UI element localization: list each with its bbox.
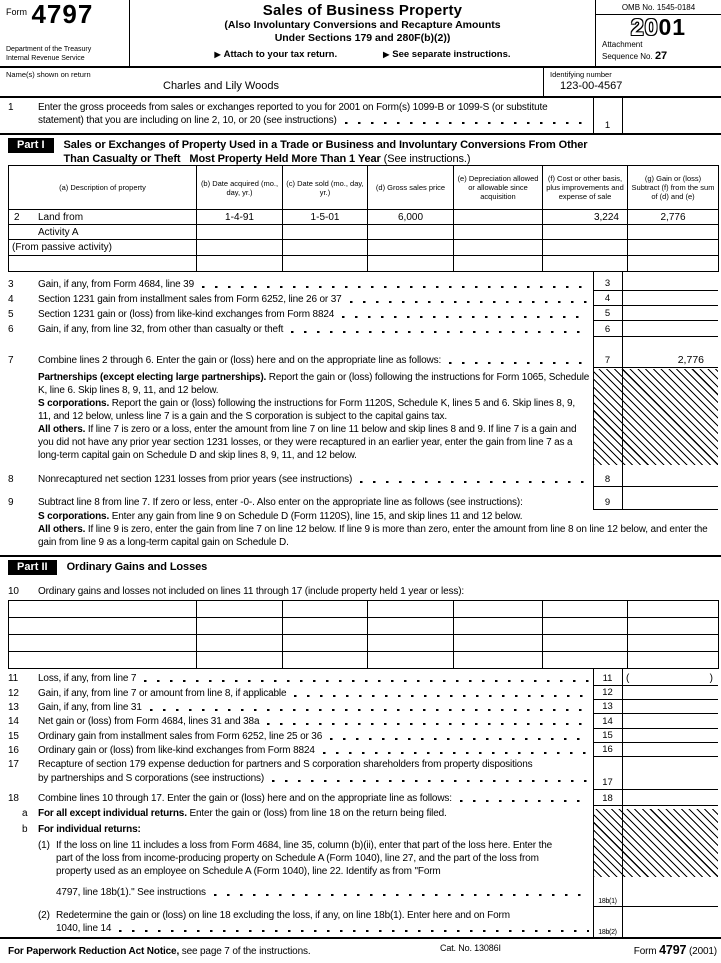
col-e-header: (e) Depreciation allowed or allowable since acquisition (454, 166, 543, 210)
empty-cell[interactable] (283, 618, 368, 635)
line-18b: b For individual returns: (22, 824, 141, 835)
empty-cell[interactable] (543, 601, 628, 618)
part1-header (0, 133, 721, 165)
line-12-amount[interactable] (622, 698, 718, 699)
empty-cell[interactable] (368, 652, 454, 669)
line-1-amount[interactable] (622, 131, 718, 132)
line-15-amount[interactable] (622, 741, 718, 742)
line-13-amount[interactable] (622, 712, 718, 713)
dot-leader (294, 695, 589, 697)
taxpayer-row (0, 68, 721, 98)
line-18b1-box: 18b(1) (593, 888, 718, 907)
gross-sales-cell[interactable]: 6,000 (368, 210, 454, 225)
table-row (9, 635, 719, 652)
table-row (9, 256, 719, 272)
depreciation-cell[interactable] (454, 240, 543, 256)
line-1-row1: 1 Enter the gross proceeds from sales or exchanges reported to you for 2001 on Form(s) 1099-B or 1099-S (or substitute (8, 102, 548, 113)
page-footer (0, 941, 721, 957)
depreciation-cell[interactable] (454, 210, 543, 225)
line-18b1-amount[interactable] (622, 905, 718, 906)
empty-cell[interactable] (283, 652, 368, 669)
depreciation-cell[interactable] (454, 225, 543, 240)
line-11-amount[interactable]: ( ) (626, 673, 713, 684)
empty-cell[interactable] (368, 618, 454, 635)
part2-heading: Ordinary Gains and Losses (66, 561, 208, 573)
line-8: 8 Nonrecaptured net section 1231 losses from prior years (see instructions) (8, 473, 593, 486)
name-value[interactable]: Charles and Lily Woods (163, 80, 279, 92)
date-acquired-cell[interactable] (197, 240, 283, 256)
cost-basis-cell[interactable] (543, 225, 628, 240)
row-number: 2 (14, 211, 20, 223)
gain-loss-cell[interactable]: 2,776 (628, 210, 719, 225)
line-6-box: 6 (593, 321, 718, 337)
line-8-amount[interactable] (622, 485, 718, 486)
table-row (9, 210, 719, 225)
empty-cell[interactable] (454, 601, 543, 618)
hatched-area (593, 369, 718, 465)
empty-cell[interactable] (368, 635, 454, 652)
line-17-row2: by partnerships and S corporations (see instructions) (8, 772, 593, 785)
line-18b2-box: 18b(2) (593, 918, 718, 937)
empty-cell[interactable] (628, 652, 719, 669)
empty-cell[interactable] (283, 635, 368, 652)
date-acquired-cell[interactable]: 1-4-91 (197, 210, 283, 225)
dot-leader (144, 680, 589, 682)
property-table (8, 165, 719, 272)
date-sold-cell[interactable]: 1-5-01 (283, 210, 368, 225)
line-18b2: (2) Redetermine the gain or (loss) on line 18 excluding the loss, if any, on line 18b(1). Enter here and on Form (38, 910, 510, 921)
empty-cell[interactable] (9, 601, 197, 618)
cost-basis-cell[interactable]: 3,224 (543, 210, 628, 225)
line-18: 18 Combine lines 10 through 17. Enter the gain or (loss) here and on the appropriate line as follows: (8, 792, 593, 805)
part1-heading: Sales or Exchanges of Property Used in a Trade or Business and Involuntary Conversions From Other Than Casualty or Theft Most Property Held More Than 1 Year (See instructions.) (63, 139, 588, 166)
col-f-header: (f) Cost or other basis, plus improvements and expense of sale (543, 166, 628, 210)
table-row (9, 618, 719, 635)
line-1-box (593, 100, 718, 132)
line-13-box: 13 (593, 700, 718, 714)
divider (622, 98, 623, 133)
line-18-box: 18 (593, 791, 718, 806)
line-10: 10 Ordinary gains and losses not included on lines 11 through 17 (include property held 1 year or less): (8, 586, 465, 597)
line-18a: a For all except individual returns. Enter the gain or (loss) from line 18 on the return being filed. (22, 808, 447, 819)
empty-cell[interactable] (9, 635, 197, 652)
attach-instructions: ▶ Attach to your tax return. ▶ See separate instructions. (214, 49, 511, 61)
description-cell[interactable]: (From passive activity) (12, 242, 113, 253)
line-15-box: 15 (593, 729, 718, 743)
id-field (543, 68, 721, 96)
part2-header (0, 555, 721, 581)
line-9-box: 9 (593, 495, 718, 510)
col-b-header: (b) Date acquired (mo., day, yr.) (197, 166, 283, 210)
col-a-header: (a) Description of property (9, 166, 197, 210)
date-acquired-cell[interactable] (197, 256, 283, 272)
line-14: 14 Net gain or (loss) from Form 4684, lines 31 and 38a (8, 715, 593, 728)
gain-loss-cell[interactable] (628, 256, 719, 272)
line-18b1-last: 4797, line 18b(1)." See instructions (56, 886, 593, 899)
hatched-area (593, 809, 718, 877)
gross-sales-cell[interactable] (368, 256, 454, 272)
line-7-box: 7 2,776 (593, 353, 718, 368)
footer-form-id: Form 4797 (2001) (633, 943, 717, 957)
line-6: 6 Gain, if any, from line 32, from other than casualty or theft (8, 323, 593, 336)
line-1-box-number: 1 (604, 120, 611, 131)
subtitle: (Also Involuntary Conversions and Recapture Amounts Under Sections 179 and 280F(b)(2)) (224, 19, 501, 44)
title-block (130, 0, 595, 66)
dot-leader (342, 316, 589, 318)
line-17-box: 17 (593, 775, 718, 790)
empty-cell[interactable] (628, 601, 719, 618)
line-18-amount[interactable] (622, 804, 718, 805)
line-3-amount[interactable] (622, 289, 718, 290)
dot-leader (119, 930, 589, 932)
line-5-amount[interactable] (622, 319, 718, 320)
line-18b2-last: 1040, line 14 (56, 922, 593, 935)
line-17-amount[interactable] (622, 788, 718, 789)
line-6-amount[interactable] (622, 335, 718, 336)
form-word: Form (6, 7, 27, 17)
ordinary-gains-table (8, 600, 719, 669)
id-label: Identifying number (550, 70, 612, 79)
dot-leader (150, 709, 589, 711)
line-4: 4 Section 1231 gain from installment sales from Form 6252, line 26 or 37 (8, 293, 593, 306)
name-field (0, 68, 543, 96)
id-value[interactable]: 123-00-4567 (560, 80, 623, 92)
description-cell[interactable]: Land from (38, 211, 84, 223)
line-9-amount[interactable] (622, 508, 718, 509)
line-16: 16 Ordinary gain or (loss) from like-kind exchanges from Form 8824 (8, 744, 593, 757)
line-9: 9 Subtract line 8 from line 7. If zero or less, enter -0-. Also enter on the appropriate line as follows (see instructions): (8, 497, 523, 508)
depreciation-cell[interactable] (454, 256, 543, 272)
tax-year: 2001 (630, 14, 687, 40)
date-sold-cell[interactable] (283, 225, 368, 240)
line-4-box: 4 (593, 291, 718, 306)
dot-leader (449, 362, 589, 364)
arrow-icon: ▶ (383, 50, 390, 60)
col-d-header: (d) Gross sales price (368, 166, 454, 210)
dot-leader (214, 894, 589, 896)
divider (0, 937, 721, 939)
line-7-instructions: Partnerships (except electing large partnerships). Report the gain or (loss) following the instructions for Form 1065, Schedule K, line 6. Skip lines 8, 9, 11, and 12 below. S corporations. Report the gain or (loss) following the instructions for Form 1120S, Schedule K, lines 5 and 6. Skip lines 8, 9, 11, and 12 below, unless line 7 is a gain and the S corporation is subject to the capital gains tax. All others. If line 7 is zero or a loss, enter the amount from line 7 on line 11 below and skip lines 8 and 9. If line 7 is a gain and you did not have any prior year section 1231 losses, or they were recaptured in an earlier year, enter the gain from line 7 as a long-term capital gain on Schedule D and skip lines 8, 9, 11, and 12 below. (38, 372, 590, 461)
empty-cell[interactable] (628, 635, 719, 652)
arrow-icon: ▶ (214, 50, 221, 60)
empty-cell[interactable] (197, 635, 283, 652)
cost-basis-cell[interactable] (543, 240, 628, 256)
dot-leader (350, 301, 589, 303)
divider (593, 98, 594, 133)
line-number: (2) (38, 910, 50, 921)
name-label: Name(s) shown on return (6, 70, 91, 79)
line-16-amount[interactable] (622, 755, 718, 756)
description-cell[interactable]: Activity A (38, 226, 79, 238)
gain-loss-cell[interactable] (628, 240, 719, 256)
omb-number: OMB No. 1545-0184 (596, 0, 721, 15)
gross-sales-cell[interactable] (368, 225, 454, 240)
gain-loss-cell[interactable] (628, 225, 719, 240)
line-3-box: 3 (593, 277, 718, 291)
line-9-instructions: S corporations. Enter any gain from line 9 on Schedule D (Form 1120S), line 15, and skip lines 11 and 12 below. All others. If line 9 is zero, enter the gain from line 7 on line 12 below. If line 9 is more than zero, enter the amount from line 8 on line 12 below, and enter the gain from line 9 as a long-term capital gain on Schedule D. (38, 511, 708, 548)
empty-cell[interactable] (9, 652, 197, 669)
dot-leader (202, 286, 589, 288)
empty-cell[interactable] (454, 635, 543, 652)
line-18b1: (1) If the loss on line 11 includes a loss from Form 4684, line 35, column (b)(ii), enter that part of the loss here. Enter the part of the loss from income-producing property on Schedule A (Form 1040), line 27, and the part of the loss from property used as an employee on Schedule A (Form 1040), line 22. Identify as from "Form (38, 840, 553, 877)
line-7-amount[interactable]: 2,776 (677, 354, 704, 366)
empty-cell[interactable] (543, 635, 628, 652)
date-sold-cell[interactable] (283, 256, 368, 272)
line-16-box: 16 (593, 743, 718, 757)
empty-cell[interactable] (9, 618, 197, 635)
line-17-row1: 17 Recapture of section 179 expense deduction for partners and S corporation shareholders from property dispositions (8, 759, 533, 770)
empty-cell[interactable] (454, 652, 543, 669)
gross-sales-cell[interactable] (368, 240, 454, 256)
line-11: 11 Loss, if any, from line 7 (8, 672, 593, 685)
line-3: 3 Gain, if any, from Form 4684, line 39 (8, 278, 593, 291)
attachment-sequence: Attachment Sequence No. 27 (602, 40, 668, 62)
part1-badge: Part I (8, 138, 54, 153)
line-number: 1 (8, 102, 14, 113)
date-sold-cell[interactable] (283, 240, 368, 256)
line-1-row2: statement) that you are including on line 2, 10, or 20 (see instructions) (8, 114, 593, 127)
dot-leader (345, 122, 589, 124)
date-acquired-cell[interactable] (197, 225, 283, 240)
empty-cell[interactable] (628, 618, 719, 635)
empty-cell[interactable] (197, 652, 283, 669)
omb-block (595, 0, 721, 66)
line-8-box: 8 (593, 472, 718, 487)
dot-leader (323, 752, 589, 754)
line-14-box: 14 (593, 714, 718, 729)
table-row (9, 225, 719, 240)
agency-name: Department of the Treasury Internal Revenue Service (6, 46, 92, 62)
empty-cell[interactable] (543, 618, 628, 635)
empty-cell[interactable] (197, 601, 283, 618)
catalog-number: Cat. No. 13086I (440, 943, 501, 953)
paperwork-notice: For Paperwork Reduction Act Notice, see page 7 of the instructions. (8, 946, 311, 957)
table-header-row (9, 166, 719, 210)
line-number: (1) (38, 840, 50, 851)
table-row (9, 601, 719, 618)
line-15: 15 Ordinary gain from installment sales from Form 6252, line 25 or 36 (8, 730, 593, 743)
table-row (9, 240, 719, 256)
line-11-box: 11 ( ) (593, 671, 718, 686)
dot-leader (272, 780, 589, 782)
line-5-box: 5 (593, 306, 718, 321)
dot-leader (267, 723, 589, 725)
empty-cell[interactable] (197, 618, 283, 635)
line-7: 7 Combine lines 2 through 6. Enter the gain or (loss) here and on the appropriate line as follows: (8, 354, 593, 367)
line-12-box: 12 (593, 686, 718, 700)
page-title: Sales of Business Property (262, 2, 463, 19)
part2-badge: Part II (8, 560, 57, 575)
empty-cell[interactable] (543, 652, 628, 669)
form-number-block (0, 0, 130, 66)
line-4-amount[interactable] (622, 304, 718, 305)
dot-leader (330, 738, 589, 740)
col-c-header: (c) Date sold (mo., day, yr.) (283, 166, 368, 210)
form-header (0, 0, 721, 68)
dot-leader (360, 481, 589, 483)
table-row (9, 652, 719, 669)
form-number: 4797 (31, 0, 94, 29)
empty-cell[interactable] (368, 601, 454, 618)
dot-leader (291, 331, 589, 333)
line-12: 12 Gain, if any, from line 7 or amount from line 8, if applicable (8, 687, 593, 700)
dot-leader (460, 800, 589, 802)
empty-cell[interactable] (454, 618, 543, 635)
cost-basis-cell[interactable] (543, 256, 628, 272)
line-14-amount[interactable] (622, 727, 718, 728)
empty-cell[interactable] (283, 601, 368, 618)
col-g-header: (g) Gain or (loss) Subtract (f) from the sum of (d) and (e) (628, 166, 719, 210)
line-5: 5 Section 1231 gain or (loss) from like-kind exchanges from Form 8824 (8, 308, 593, 321)
line-13: 13 Gain, if any, from line 31 (8, 701, 593, 714)
